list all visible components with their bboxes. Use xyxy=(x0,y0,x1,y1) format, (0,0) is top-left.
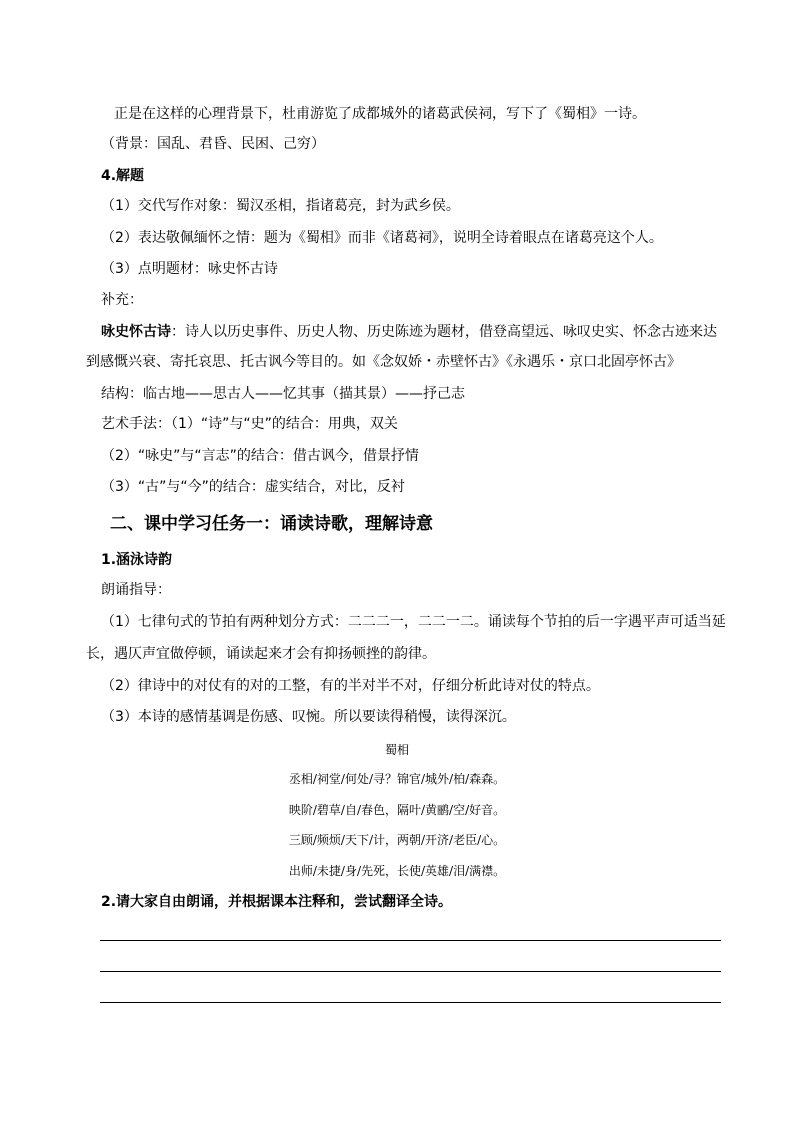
jieti-item-3: （3）点明题材：咏史怀古诗 xyxy=(101,261,278,277)
art-technique-3: （3）“古”与“今”的结合：虚实结合，对比，反衬 xyxy=(101,479,405,495)
supplement-label: 补充： xyxy=(101,292,143,308)
subsection-1-heading: 1.涵泳诗韵 xyxy=(101,552,173,568)
jieti-heading: 4.解题 xyxy=(101,168,145,184)
poem-line-4: 出师/未捷/身/先死，长使/英雄/泪/满襟。 xyxy=(288,864,506,878)
guide-2: （2）律诗中的对仗有的对的工整，有的半对半不对，仔细分析此诗对仗的特点。 xyxy=(101,678,600,694)
background-line-2: （背景：国乱、君昏、民困、己穷） xyxy=(101,136,325,152)
supplement-def-text: ：诗人以历史事件、历史人物、历史陈迹为题材，借登高望远、咏叹史实、怀念古迹来达 xyxy=(171,324,717,340)
guide-1-line-1: （1）七律句式的节拍有两种划分方式：二二二一，二二一二。诵读每个节拍的后一字遇平声可适当延 xyxy=(101,614,726,630)
guide-3: （3）本诗的感情基调是伤感、叹惋。所以要读得稍慢，读得深沉。 xyxy=(101,709,516,725)
art-technique-2: （2）“咏史”与“言志”的结合：借古讽今，借景抒情 xyxy=(101,448,419,464)
section-2-title: 二、课中学习任务一：诵读诗歌，理解诗意 xyxy=(110,514,433,534)
supplement-definition-line-2: 到感慨兴衰、寄托哀思、托古讽今等目的。如《念奴娇・赤壁怀古》《永遇乐・京口北固亭怀古》 xyxy=(86,354,681,370)
structure-line: 结构：临古地——思古人——忆其事（描其景）——抒己志 xyxy=(101,386,465,402)
supplement-term: 咏史怀古诗 xyxy=(101,324,171,340)
art-technique-1: 艺术手法：（1）“诗”与“史”的结合：用典，双关 xyxy=(101,416,398,432)
supplement-definition-line-1 xyxy=(101,322,717,342)
jieti-item-2: （2）表达敬佩缅怀之情：题为《蜀相》而非《诸葛祠》，说明全诗着眼点在诸葛亮这个人。 xyxy=(101,230,663,246)
jieti-item-1: （1）交代写作对象：蜀汉丞相，指诸葛亮，封为武乡侯。 xyxy=(101,198,460,214)
task-2-prompt: 2.请大家自由朗诵，并根据课本注释和，尝试翻译全诗。 xyxy=(101,894,453,910)
poem-line-2: 映阶/碧草/自/春色，隔叶/黄鹂/空/好音。 xyxy=(288,803,506,817)
answer-line-2 xyxy=(100,971,721,972)
poem-line-3: 三顾/频烦/天下/计，两朝/开济/老臣/心。 xyxy=(288,833,506,847)
background-line-1: 正是在这样的心理背景下，杜甫游览了成都城外的诸葛武侯祠，写下了《蜀相》一诗。 xyxy=(114,106,646,122)
guide-1-line-2: 长，遇仄声宜做停顿，诵读起来才会有抑扬顿挫的韵律。 xyxy=(86,646,436,662)
poem-title: 蜀相 xyxy=(384,743,409,757)
recitation-guide-label: 朗诵指导： xyxy=(101,582,171,598)
poem-line-1: 丞相/祠堂/何处/寻？锦官/城外/柏/森森。 xyxy=(288,772,506,786)
answer-line-1 xyxy=(100,940,721,941)
answer-line-3 xyxy=(100,1002,721,1003)
